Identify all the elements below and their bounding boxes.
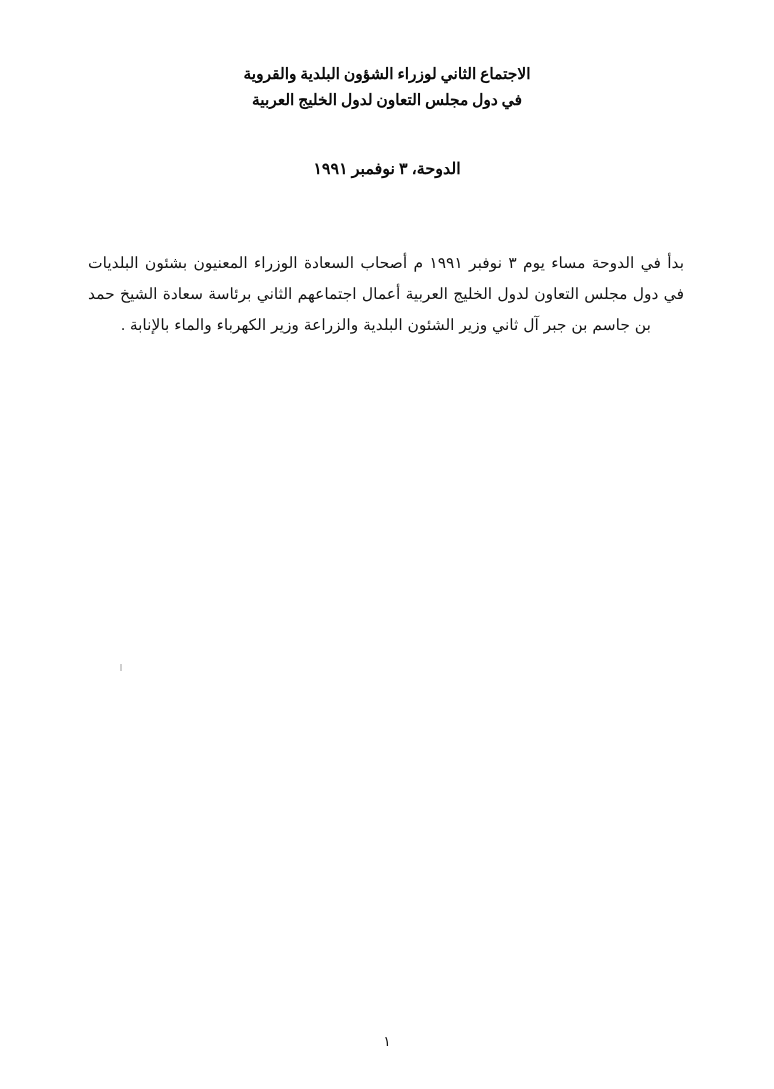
title-line-2: في دول مجلس التعاون لدول الخليج العربية (251, 92, 523, 109)
date-and-place-line: الدوحة، ٣ نوفمبر ١٩٩١ (313, 161, 461, 178)
scan-artifact (120, 664, 122, 671)
body-text (88, 248, 684, 341)
page-number: ١ (383, 1035, 391, 1050)
body-paragraph: بدأ في الدوحة مساء يوم ٣ نوفبر ١٩٩١ م أصحاب السعادة الوزراء المعنيون بشئون البلديات في دول مجلس التعاون لدول الخليج العربية أعمال اجتماعهم الثاني برئاسة سعادة الشيخ حمد بن جاسم بن جبر آل ثاني وزير الشئون البلدية والزراعة وزير الكهرباء والماء بالإنابة . (88, 255, 685, 334)
title-line-1: الاجتماع الثاني لوزراء الشؤون البلدية والقروية (243, 66, 531, 83)
document-title (0, 62, 774, 114)
